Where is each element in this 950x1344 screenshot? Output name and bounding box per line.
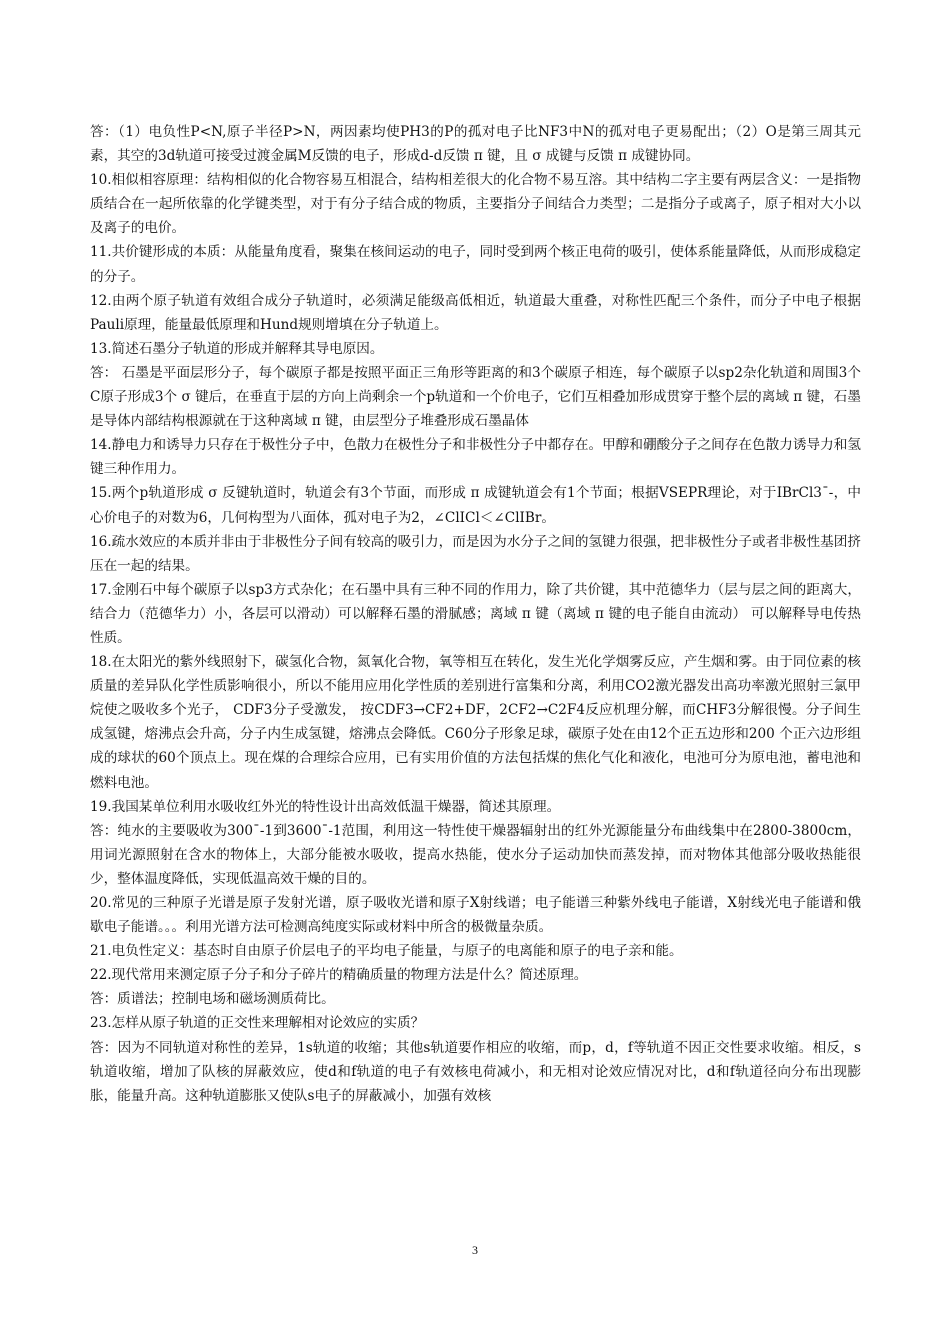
paragraph-item-11: 11.共价键形成的本质：从能量角度看，聚集在核间运动的电子，同时受到两个核正电荷的吸引，使体系能量降低，从而形成稳定的分子。 <box>90 244 861 285</box>
paragraph-item-15: 15.两个p轨道形成 σ 反键轨道时，轨道会有3个节面，而形成 π 成键轨道会有1个节面；根据VSEPR理论，对于IBrCl3ˉ-，中心价电子的对数为6，几何构型为八面体，孤对电子为2，∠ClICl＜∠ClIBr。 <box>90 485 861 526</box>
paragraph-item-12: 12.由两个原子轨道有效组合成分子轨道时，必须满足能级高低相近，轨道最大重叠，对称性匹配三个条件，而分子中电子根据Pauli原理，能量最低原理和Hund规则增填在分子轨道上。 <box>90 292 861 333</box>
document-body <box>90 120 861 1108</box>
page-number: 3 <box>472 1243 478 1257</box>
paragraph-item-21: 21.电负性定义：基态时自由原子价层电子的平均电子能量，与原子的电离能和原子的电子亲和能。 <box>90 943 683 960</box>
paragraph-item-18: 18.在太阳光的紫外线照射下，碳氢化合物，氮氧化合物，氧等相互在转化，发生光化学烟雾反应，产生烟和雾。由于同位素的核质量的差异队化学性质影响很小，所以不能用应用化学性质的差别进行富集和分离，利用CO2激光器发出高功率激光照射三氯甲烷使之吸收多个光子， CDF3分子受激发， 按CDF3→CF2+DF，2CF2→C2F4反应机理分解，而CHF3分解很慢。分子间生成氢键，熔沸点会升高，分子内生成氢键，熔沸点会降低。C60分子形象足球，碳原子处在由12个正五边形和200 个正六边形组成的球状的60个顶点上。现在煤的合理综合应用，已有实用价值的方法包括煤的焦化气化和液化，电池可分为原电池，蓄电池和燃料电池。 <box>90 654 861 791</box>
paragraph-answer-9: 答：（1）电负性P<N,原子半径P>N，两因素均使PH3的P的孤对电子比NF3中N的孤对电子更易配出；（2）O是第三周其元素，其空的3d轨道可接受过渡金属M反馈的电子，形成d-d反馈 π 键，且 σ 成键与反馈 π 成键协同。 <box>90 124 861 165</box>
paragraph-item-16: 16.疏水效应的本质并非由于非极性分子间有较高的吸引力，而是因为水分子之间的氢键力很强，把非极性分子或者非极性基团挤压在一起的结果。 <box>90 533 861 574</box>
paragraph-answer-19: 答：纯水的主要吸收为300ˉ-1到3600ˉ-1范围，利用这一特性使干燥器辐射出的红外光源能量分布曲线集中在2800-3800cm，用词光源照射在含水的物体上，大部分能被水吸收，提高水热能，使水分子运动加快而蒸发掉，而对物体其他部分吸收热能很少，整体温度降低，实现低温高效干燥的目的。 <box>90 822 861 887</box>
paragraph-item-17: 17.金刚石中每个碳原子以sp3方式杂化；在石墨中具有三种不同的作用力，除了共价键，其中范德华力（层与层之间的距离大，结合力（范德华力）小，各层可以滑动）可以解释石墨的滑腻感；离域 π 键（离域 π 键的电子能自由流动） 可以解释导电传热性质。 <box>90 581 861 646</box>
paragraph-item-10: 10.相似相容原理：结构相似的化合物容易互相混合，结构相差很大的化合物不易互溶。其中结构二字主要有两层含义：一是指物质结合在一起所依靠的化学键类型，对于有分子结合成的物质，主要指分子间结合力类型；二是指分子或离子，原子相对大小以及离子的电价。 <box>90 172 861 237</box>
paragraph-item-14: 14.静电力和诱导力只存在于极性分子中，色散力在极性分子和非极性分子中都存在。甲醇和硼酸分子之间存在色散力诱导力和氢键三种作用力。 <box>90 437 861 478</box>
paragraph-answer-13: 答： 石墨是平面层形分子，每个碳原子都是按照平面正三角形等距离的和3个碳原子相连，每个碳原子以sp2杂化轨道和周围3个C原子形成3个 σ 键后，在垂直于层的方向上尚剩余一个p轨道和一个价电子，它们互相叠加形成贯穿于整个层的离域 π 键，石墨是导体内部结构根源就在于这种离域 π 键，由层型分子堆叠形成石墨晶体 <box>90 364 861 430</box>
paragraph-item-19: 19.我国某单位利用水吸收红外光的特性设计出高效低温干燥器，简述其原理。 <box>90 798 561 815</box>
paragraph-item-13: 13.简述石墨分子轨道的形成并解释其导电原因。 <box>90 340 384 357</box>
paragraph-item-22: 22.现代常用来测定原子分子和分子碎片的精确质量的物理方法是什么？简述原理。 <box>90 967 588 984</box>
paragraph-item-20: 20.常见的三种原子光谱是原子发射光谱，原子吸收光谱和原子X射线谱；电子能谱三种紫外线电子能谱，X射线光电子能谱和俄歇电子能谱。。。利用光谱方法可检测高纯度实际或材料中所含的极微量杂质。 <box>90 895 861 936</box>
paragraph-item-23: 23.怎样从原子轨道的正交性来理解相对论效应的实质？ <box>90 1015 425 1032</box>
paragraph-answer-22: 答：质谱法；控制电场和磁场测质荷比。 <box>90 991 335 1008</box>
paragraph-answer-23: 答：因为不同轨道对称性的差异，1s轨道的收缩；其他s轨道要作相应的收缩，而p，d，f等轨道不因正交性要求收缩。相反，s轨道收缩，增加了队核的屏蔽效应，使d和f轨道的电子有效核电荷减小，和无相对论效应情况对比，d和f轨道径向分布出现膨胀，能量升高。这种轨道膨胀又使队s电子的屏蔽减小，加强有效核 <box>90 1039 861 1104</box>
